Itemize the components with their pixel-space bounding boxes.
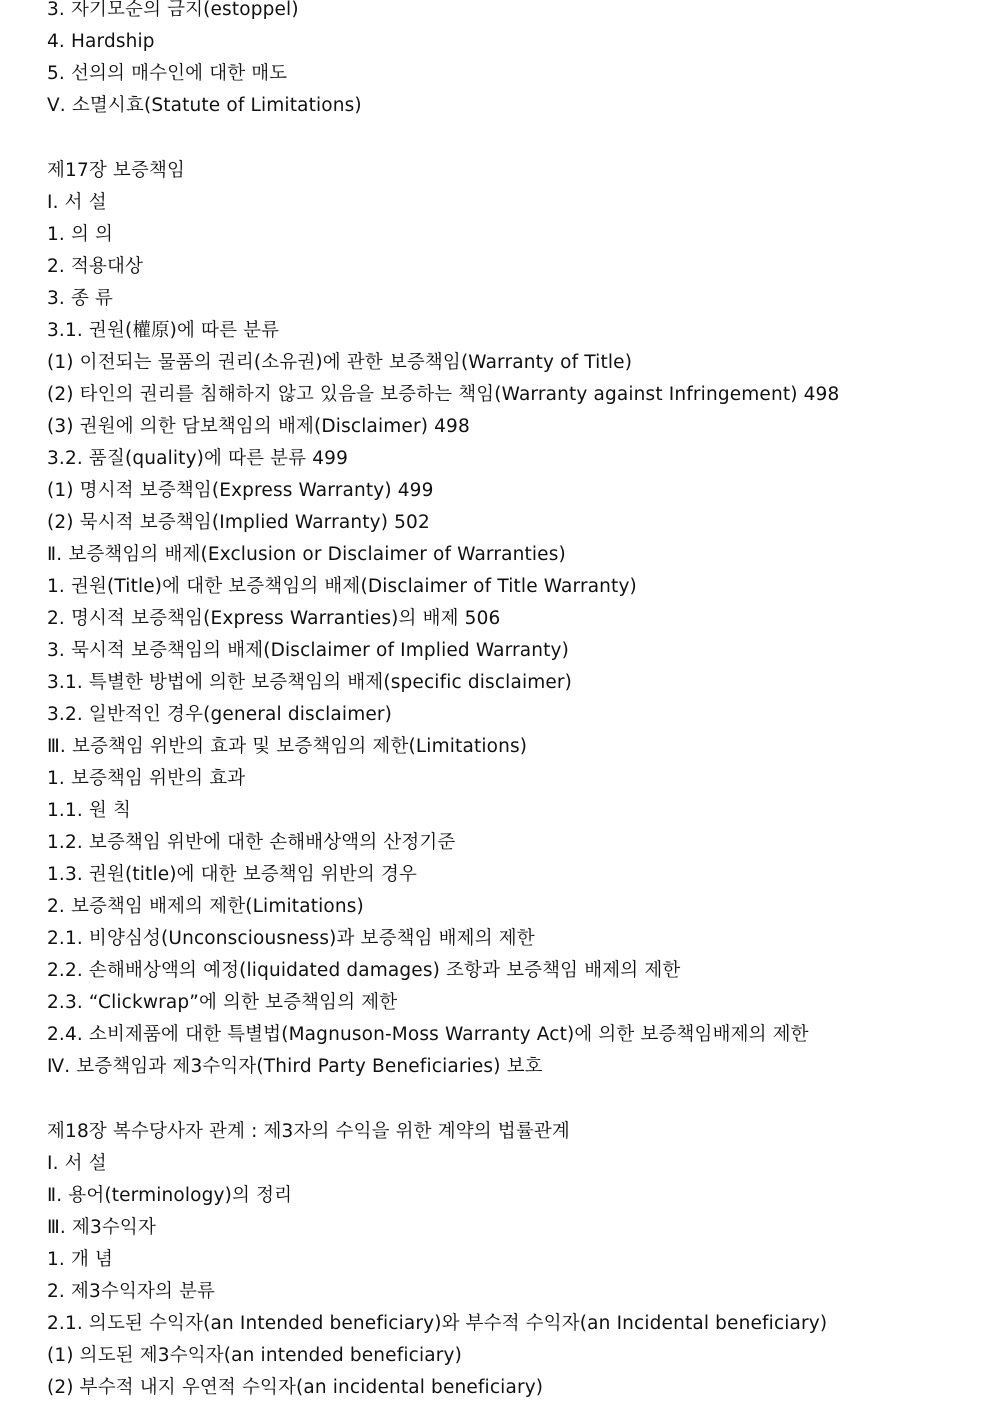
toc-line: (1) 이전되는 물품의 권리(소유권)에 관한 보증책임(Warranty of Title) <box>47 352 633 373</box>
toc-line: Ⅲ. 보증책임 위반의 효과 및 보증책임의 제한(Limitations) <box>47 736 528 757</box>
toc-line: (1) 명시적 보증책임(Express Warranty) 499 <box>47 480 434 501</box>
toc-line: 3. 자기모순의 금지(estoppel) <box>47 0 299 20</box>
toc-line: (2) 묵시적 보증책임(Implied Warranty) 502 <box>47 512 430 533</box>
toc-line: 3. 종 류 <box>47 288 114 309</box>
toc-line: Ⅴ. 소멸시효(Statute of Limitations) <box>47 95 362 116</box>
section-gap <box>47 122 977 155</box>
toc-line: Ⅳ. 보증책임과 제3수익자(Third Party Beneficiaries) 보호 <box>47 1056 543 1077</box>
toc-line: 1. 의 의 <box>47 224 114 245</box>
toc-line: 2.3. “Clickwrap”에 의한 보증책임의 제한 <box>47 992 398 1013</box>
toc-line: 2. 제3수익자의 분류 <box>47 1281 216 1302</box>
toc-line: (2) 타인의 권리를 침해하지 않고 있음을 보증하는 책임(Warranty against Infringement) 498 <box>47 384 840 405</box>
toc-line: 1.3. 권원(title)에 대한 보증책임 위반의 경우 <box>47 864 418 885</box>
toc-line: 1.2. 보증책임 위반에 대한 손해배상액의 산정기준 <box>47 832 456 853</box>
toc-line: 2.4. 소비제품에 대한 특별법(Magnuson-Moss Warranty Act)에 의한 보증책임배제의 제한 <box>47 1024 809 1045</box>
toc-line: Ⅰ. 서 설 <box>47 1153 107 1174</box>
toc-line: 2.1. 비양심성(Unconsciousness)과 보증책임 배제의 제한 <box>47 928 535 949</box>
toc-line: 2. 적용대상 <box>47 256 144 277</box>
chapter-16-tail <box>47 0 977 122</box>
toc-line: 2.1. 의도된 수익자(an Intended beneficiary)와 부수적 수익자(an Incidental beneficiary) <box>47 1313 828 1334</box>
chapter-title: 제18장 복수당사자 관계 : 제3자의 수익을 위한 계약의 법률관계 <box>47 1121 570 1142</box>
toc-line: (1) 의도된 제3수익자(an intended beneficiary) <box>47 1345 462 1366</box>
toc-line: Ⅲ. 제3수익자 <box>47 1217 156 1238</box>
toc-line: 3.2. 일반적인 경우(general disclaimer) <box>47 704 393 725</box>
toc-line: 2. 명시적 보증책임(Express Warranties)의 배제 506 <box>47 608 501 629</box>
toc-line: (2) 부수적 내지 우연적 수익자(an incidental beneficiary) <box>47 1377 544 1398</box>
toc-line: 1.1. 원 칙 <box>47 800 132 821</box>
toc-line: 1. 권원(Title)에 대한 보증책임의 배제(Disclaimer of Title Warranty) <box>47 576 637 597</box>
toc-line: 3. 묵시적 보증책임의 배제(Disclaimer of Implied Warranty) <box>47 640 570 661</box>
toc-line: (3) 권원에 의한 담보책임의 배제(Disclaimer) 498 <box>47 416 470 437</box>
toc-line: 3.2. 품질(quality)에 따른 분류 499 <box>47 448 349 469</box>
toc-line: 1. 개 념 <box>47 1249 114 1270</box>
chapter-18 <box>47 1116 977 1404</box>
toc-line: 3.1. 권원(權原)에 따른 분류 <box>47 320 280 341</box>
toc-line: 4. Hardship <box>47 31 155 52</box>
toc-line: 2. 보증책임 배제의 제한(Limitations) <box>47 896 364 917</box>
toc-line: Ⅱ. 보증책임의 배제(Exclusion or Disclaimer of Warranties) <box>47 544 566 565</box>
toc-line: Ⅰ. 서 설 <box>47 192 107 213</box>
toc-line: 2.2. 손해배상액의 예정(liquidated damages) 조항과 보증책임 배제의 제한 <box>47 960 681 981</box>
chapter-17 <box>47 155 977 1083</box>
toc-line: 3.1. 특별한 방법에 의한 보증책임의 배제(specific disclaimer) <box>47 672 573 693</box>
document-page <box>47 0 977 1404</box>
toc-line: 5. 선의의 매수인에 대한 매도 <box>47 63 288 84</box>
toc-line: 1. 보증책임 위반의 효과 <box>47 768 246 789</box>
toc-line: Ⅱ. 용어(terminology)의 정리 <box>47 1185 293 1206</box>
section-gap <box>47 1083 977 1116</box>
chapter-title: 제17장 보증책임 <box>47 160 185 181</box>
